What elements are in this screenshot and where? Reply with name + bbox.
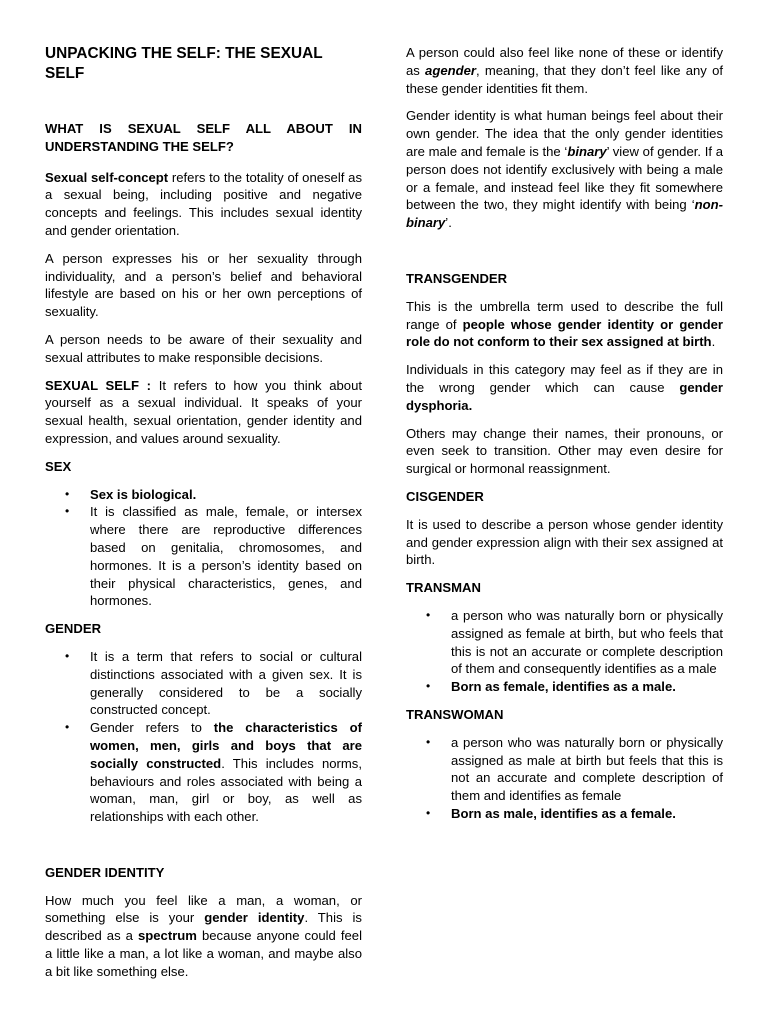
list-item-bold-text: the characteristics of women, men, girls and boys that are socially constructed: [90, 720, 363, 771]
paragraph-text: refers to the totality of oneself as a sexual being, including positive and negative concepts and feelings. This includes sexual identity and gender orientation.: [45, 169, 362, 238]
bullet-icon: •: [426, 734, 431, 749]
bullet-icon: •: [65, 504, 70, 519]
list-item: [65, 503, 362, 610]
list-item-text: Born as male, identifies as a female.: [451, 805, 676, 821]
transwoman-bullet-list: [406, 734, 723, 823]
bullet-icon: •: [65, 486, 70, 501]
transgender-paragraph-1: [406, 298, 723, 351]
transgender-definition-bold: people whose gender identity or gender role do not conform to their sex assigned at birth: [406, 316, 723, 350]
bullet-icon: •: [426, 679, 431, 694]
transgender-paragraph-2: [406, 361, 723, 414]
gender-bullet-list: [45, 648, 362, 826]
cisgender-paragraph: It is used to describe a person whose gender identity and gender expression align with their sex assigned at birth.: [406, 516, 723, 568]
term-binary: binary: [567, 143, 607, 159]
paragraph-text: because anyone could feel a little like a man, a lot like a woman, and maybe also a bit like something else.: [45, 928, 362, 979]
list-item-text: a person who was naturally born or physically assigned as male at birth but feels that this is not an accurate and complete description of them and identifies as female: [451, 734, 723, 804]
agender-paragraph: [406, 44, 723, 97]
paragraph-text: A person could also feel like none of these or identify as: [406, 45, 723, 78]
list-item: [426, 607, 723, 678]
transgender-paragraph-3: Others may change their names, their pronouns, or even seek to transition. Other may even desire for surgical or hormonal reassignment.: [406, 425, 723, 477]
paragraph-text: Individuals in this category may feel as if they are in the wrong gender which can cause: [406, 362, 723, 395]
list-item: [426, 678, 723, 696]
cisgender-heading: CISGENDER: [406, 488, 484, 504]
sex-heading: SEX: [45, 458, 72, 474]
term-non-binary: non-binary: [406, 197, 723, 231]
paragraph-text: . This is described as a: [45, 910, 362, 944]
list-item-text: a person who was naturally born or physically assigned as female at birth, but who feels that this is not an accurate or complete description of them and consequently identifies as a male: [451, 607, 723, 677]
list-item-text: Born as female, identifies as a male.: [451, 679, 676, 695]
bullet-icon: •: [426, 805, 431, 820]
term-sexual-self: SEXUAL SELF :: [45, 377, 152, 393]
term-gender-identity: gender identity: [204, 910, 305, 926]
list-item-text: . This includes norms, behaviours and roles associated with being a woman, man, girl or boy, as well as relationships with each other.: [90, 755, 362, 825]
paragraph-text: , meaning, that they don’t feel like any of these gender identities fit them.: [406, 62, 723, 96]
term-agender: agender: [425, 62, 476, 78]
question-heading: WHAT IS SEXUAL SELF ALL ABOUT IN UNDERSTANDING THE SELF?: [45, 121, 362, 154]
transman-bullet-list: [406, 607, 723, 696]
left-column: [45, 44, 362, 981]
sexual-self-concept-paragraph: [45, 169, 362, 240]
sexual-self-paragraph: [45, 377, 362, 448]
paragraph-text: This is the umbrella term used to describe the full range of: [406, 298, 723, 332]
list-item: [426, 734, 723, 805]
gender-heading: GENDER: [45, 621, 102, 637]
bullet-icon: •: [426, 607, 431, 622]
list-item-text: It is a term that refers to social or cultural distinctions associated with a given sex. It is generally considered to be a socially constructed concept.: [90, 648, 362, 718]
term-gender-dysphoria: gender dysphoria.: [406, 379, 723, 413]
term-spectrum: spectrum: [138, 928, 197, 944]
sexuality-expression-paragraph: A person expresses his or her sexuality through individuality, and a person’s belief and behavioral lifestyle are based on his or her own perceptions of sexuality.: [45, 250, 362, 320]
list-item: [65, 719, 363, 826]
paragraph-text: .: [711, 334, 716, 350]
term-sexual-self-concept: Sexual self-concept: [45, 169, 169, 185]
bullet-icon: •: [65, 720, 70, 735]
binary-paragraph: [406, 107, 723, 232]
right-column: [406, 44, 723, 823]
bullet-icon: •: [65, 648, 70, 663]
paragraph-text: Gender identity is what human beings feel about their own gender. The idea that the only gender identities are male and female is the ‘: [406, 108, 723, 159]
paragraph-text: It refers to how you think about yourself as a sexual individual. It speaks of your sexual health, sexual orientation, gender identity and expression, and values around sexuality.: [45, 377, 362, 446]
gender-identity-heading: GENDER IDENTITY: [45, 864, 165, 880]
transgender-heading: TRANSGENDER: [406, 270, 508, 286]
paragraph-text: How much you feel like a man, a woman, or something else is your: [45, 892, 362, 926]
paragraph-text: ’ view of gender. If a person does not identify exclusively with being a male or a female, and instead feel like they fit somewhere between the two, they might identify with being ‘: [406, 143, 723, 213]
list-item-text: It is classified as male, female, or intersex where there are reproductive differences based on genitalia, chromosomes, and hormones. It is a person’s identity based on their physical characteristics, genes, and hormones.: [90, 504, 362, 609]
transman-heading: TRANSMAN: [406, 580, 481, 596]
list-item-text: Gender refers to: [90, 720, 214, 736]
list-item: [65, 648, 362, 719]
transwoman-heading: TRANSWOMAN: [406, 706, 504, 722]
list-item-text: Sex is biological.: [90, 486, 197, 502]
list-item: [426, 805, 723, 823]
page-title: UNPACKING THE SELF: THE SEXUAL SELF: [45, 45, 323, 82]
gender-identity-paragraph: [45, 892, 362, 981]
list-item: [65, 486, 362, 504]
paragraph-text: ’.: [445, 215, 452, 231]
sex-bullet-list: [45, 486, 362, 611]
awareness-paragraph: A person needs to be aware of their sexuality and sexual attributes to make responsible decisions.: [45, 331, 362, 365]
